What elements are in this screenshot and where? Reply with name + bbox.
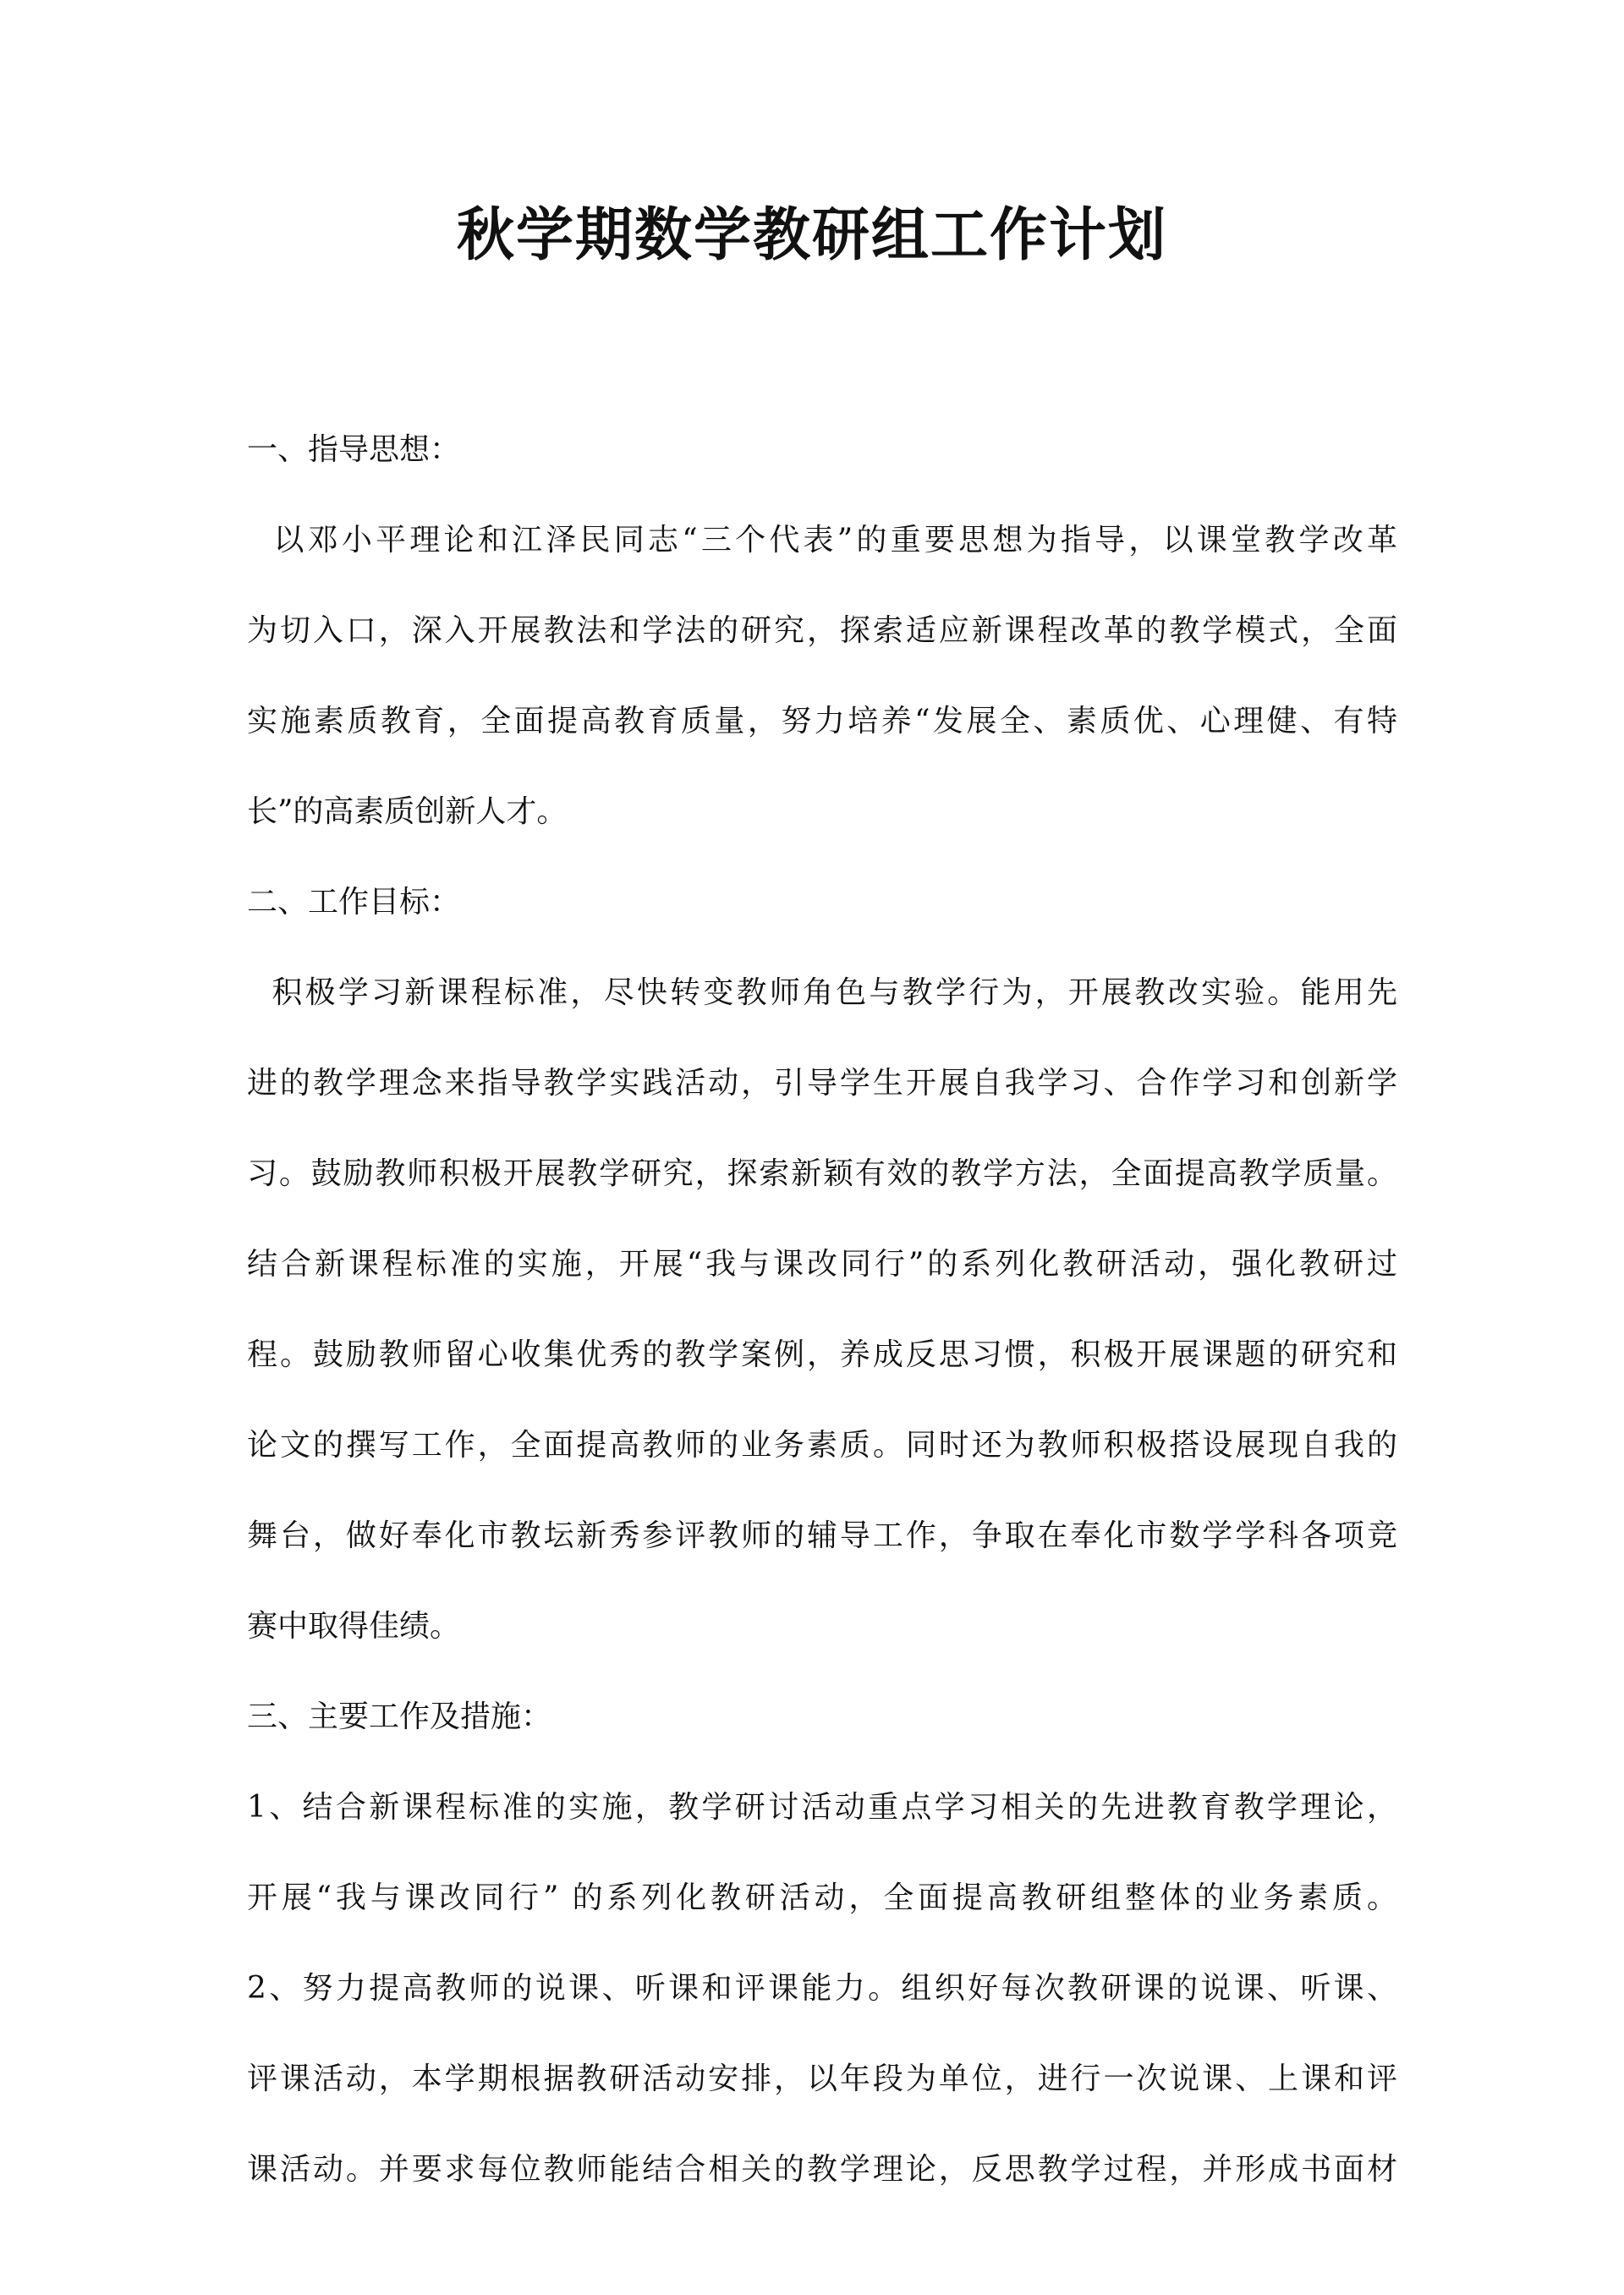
text-line: 赛中取得佳绩。: [247, 1609, 461, 1644]
text-line: 为切入口，深入开展教法和学法的研究，探索适应新课程改革的教学模式，全面: [247, 613, 1397, 648]
text-line: 课活动。并要求每位教师能结合相关的教学理论，反思教学过程，并形成书面材: [247, 2152, 1397, 2187]
text-line: 论文的撰写工作，全面提高教师的业务素质。同时还为教师积极搭设展现自我的: [247, 1428, 1397, 1463]
text-line: 程。鼓励教师留心收集优秀的教学案例，养成反思习惯，积极开展课题的研究和: [247, 1337, 1397, 1372]
text-line: 二、工作目标：: [247, 885, 461, 920]
text-line: 三、主要工作及措施：: [247, 1699, 552, 1734]
document-title: 秋学期数学教研组工作计划: [456, 201, 1167, 269]
text-line: 长”的高素质创新人才。: [247, 794, 568, 829]
text-line: 实施素质教育，全面提高教育质量，努力培养“发展全、素质优、心理健、有特: [247, 704, 1397, 738]
text-line: 1、结合新课程标准的实施，教学研讨活动重点学习相关的先进教育教学理论，: [247, 1790, 1397, 1825]
document-body: [247, 404, 1397, 2215]
text-line: 评课活动，本学期根据教研活动安排，以年段为单位，进行一次说课、上课和评: [247, 2062, 1397, 2096]
text-line: 进的教学理念来指导教学实践活动，引导学生开展自我学习、合作学习和创新学: [247, 1066, 1397, 1101]
text-line: 积极学习新课程标准，尽快转变教师角色与教学行为，开展教改实验。能用先: [247, 975, 1397, 1010]
text-line: 开展“我与课改同行” 的系列化教研活动，全面提高教研组整体的业务素质。: [247, 1880, 1397, 1915]
text-line: 舞台，做好奉化市教坛新秀参评教师的辅导工作，争取在奉化市数学学科各项竞: [247, 1518, 1397, 1553]
text-line: 以邓小平理论和江泽民同志“三个代表”的重要思想为指导，以课堂教学改革: [247, 523, 1397, 557]
text-line: 2、努力提高教师的说课、听课和评课能力。组织好每次教研课的说课、听课、: [247, 1971, 1397, 2006]
text-line: 一、指导思想：: [247, 432, 461, 467]
text-line: 习。鼓励教师积极开展教学研究，探索新颖有效的教学方法，全面提高教学质量。: [247, 1156, 1397, 1191]
text-line: 结合新课程标准的实施，开展“我与课改同行”的系列化教研活动，强化教研过: [247, 1247, 1397, 1282]
